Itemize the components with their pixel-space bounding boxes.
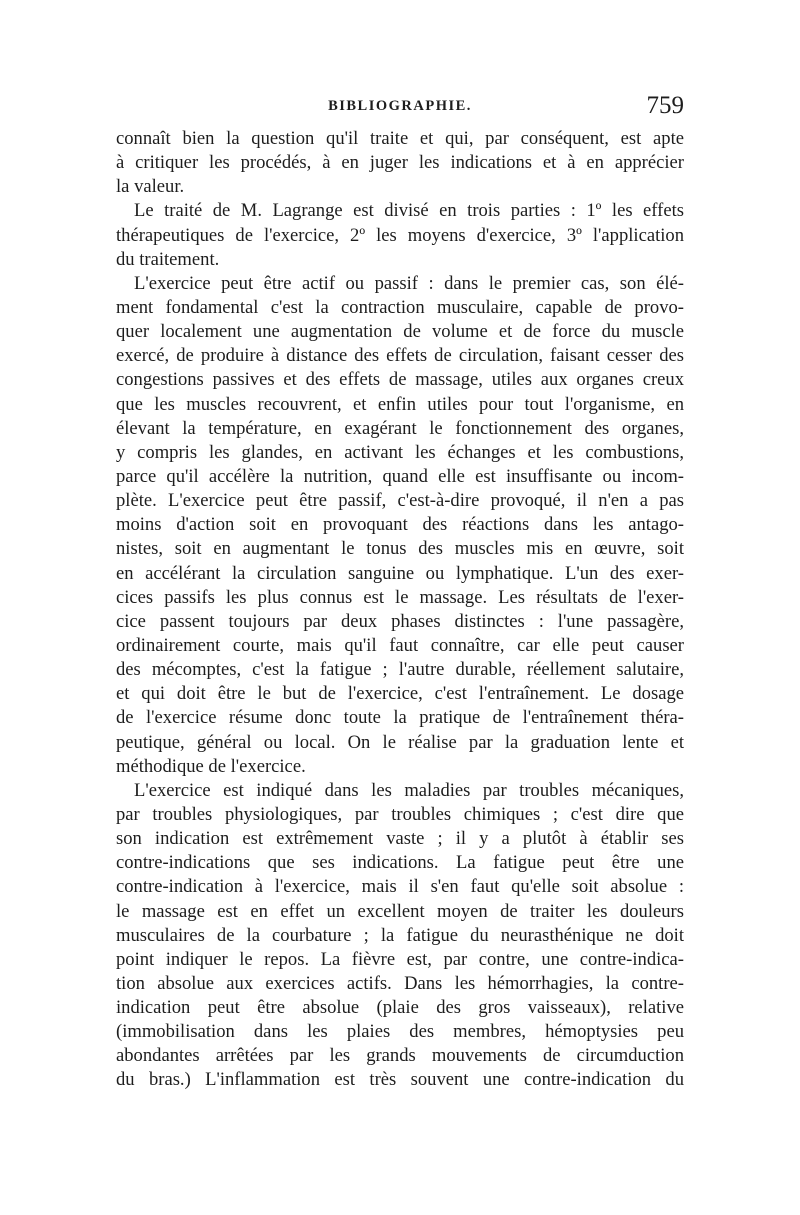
text-line: le massage est en effet un excellent moyen de traiter les douleurs bbox=[116, 900, 684, 922]
text-line: élevant la température, en exagérant le fonctionnement des organes, bbox=[116, 417, 684, 439]
running-head bbox=[116, 92, 684, 122]
text-line: méthodique de l'exercice. bbox=[116, 755, 306, 777]
text-line: peutique, général ou local. On le réalise par la graduation lente et bbox=[116, 731, 684, 753]
paragraph bbox=[116, 779, 684, 1093]
text-line: ment fondamental c'est la contraction musculaire, capable de provo- bbox=[116, 296, 684, 318]
text-line: Le traité de M. Lagrange est divisé en trois parties : 1º les effets bbox=[134, 200, 684, 222]
running-title: BIBLIOGRAPHIE. bbox=[328, 98, 472, 114]
text-line: la valeur. bbox=[116, 176, 185, 198]
text-line: cice passent toujours par deux phases distinctes : l'une passagère, bbox=[116, 610, 684, 632]
text-line: contre-indication à l'exercice, mais il s'en faut qu'elle soit absolue : bbox=[116, 876, 684, 898]
text-line: contre-indications que ses indications. La fatigue peut être une bbox=[116, 852, 684, 874]
text-line: que les muscles recouvrent, et enfin utiles pour tout l'organisme, en bbox=[116, 393, 684, 415]
text-line: L'exercice est indiqué dans les maladies par troubles mécaniques, bbox=[134, 779, 684, 801]
text-line: par troubles physiologiques, par troubles chimiques ; c'est dire que bbox=[116, 803, 684, 825]
text-line: thérapeutiques de l'exercice, 2º les moyens d'exercice, 3º l'application bbox=[116, 224, 684, 246]
text-line: abondantes arrêtées par les grands mouvements de circumduction bbox=[116, 1045, 684, 1067]
text-line: L'exercice peut être actif ou passif : dans le premier cas, son élé- bbox=[134, 272, 684, 294]
text-line: quer localement une augmentation de volume et de force du muscle bbox=[116, 321, 684, 343]
paragraph bbox=[116, 127, 684, 199]
text-line: parce qu'il accélère la nutrition, quand elle est insuffisante ou incom- bbox=[116, 465, 684, 487]
text-line: du bras.) L'inflammation est très souvent une contre-indication du bbox=[116, 1069, 684, 1091]
text-line: (immobilisation dans les plaies des membres, hémoptysies peu bbox=[116, 1021, 684, 1043]
text-line: des mécomptes, c'est la fatigue ; l'autre durable, réellement salutaire, bbox=[116, 659, 684, 681]
text-line: à critiquer les procédés, à en juger les indications et à en apprécier bbox=[116, 152, 684, 174]
text-line: cices passifs les plus connus est le massage. Les résultats de l'exer- bbox=[116, 586, 684, 608]
text-line: et qui doit être le but de l'exercice, c'est l'entraînement. Le dosage bbox=[116, 683, 684, 705]
text-line: musculaires de la courbature ; la fatigue du neurasthénique ne doit bbox=[116, 924, 684, 946]
text-line: tion absolue aux exercices actifs. Dans les hémorrhagies, la contre- bbox=[116, 972, 684, 994]
text-line: plète. L'exercice peut être passif, c'est-à-dire provoqué, il n'en a pas bbox=[116, 490, 684, 512]
text-line: nistes, soit en augmentant le tonus des muscles mis en œuvre, soit bbox=[116, 538, 684, 560]
text-line: congestions passives et des effets de massage, utiles aux organes creux bbox=[116, 369, 684, 391]
body-text bbox=[116, 127, 684, 1093]
text-line: du traitement. bbox=[116, 248, 220, 270]
paragraph bbox=[116, 199, 684, 271]
text-line: y compris les glandes, en activant les échanges et les combustions, bbox=[116, 441, 684, 463]
paragraph bbox=[116, 272, 684, 779]
text-line: de l'exercice résume donc toute la pratique de l'entraînement théra- bbox=[116, 707, 684, 729]
text-line: moins d'action soit en provoquant des réactions dans les antago- bbox=[116, 514, 684, 536]
text-line: exercé, de produire à distance des effets de circulation, faisant cesser des bbox=[116, 345, 684, 367]
text-line: connaît bien la question qu'il traite et qui, par conséquent, est apte bbox=[116, 128, 684, 149]
text-line: ordinairement courte, mais qu'il faut connaître, car elle peut causer bbox=[116, 634, 684, 656]
text-line: indication peut être absolue (plaie des gros vaisseaux), relative bbox=[116, 997, 684, 1019]
page-number: 759 bbox=[646, 92, 684, 119]
text-line: point indiquer le repos. La fièvre est, par contre, une contre-indica- bbox=[116, 948, 684, 970]
text-line: son indication est extrêmement vaste ; il y a plutôt à établir ses bbox=[116, 828, 684, 850]
text-line: en accélérant la circulation sanguine ou lymphatique. L'un des exer- bbox=[116, 562, 684, 584]
